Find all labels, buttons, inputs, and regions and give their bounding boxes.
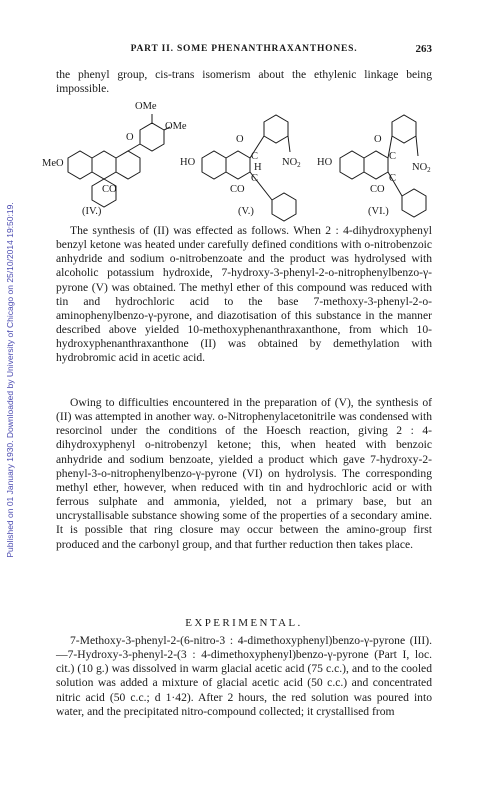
page-number: 263 [415, 43, 432, 55]
v-co: CO [230, 184, 245, 195]
iv-meo: MeO [42, 158, 64, 169]
iv-o: O [126, 132, 134, 143]
header-title: PART II. SOME PHENANTHRAXANTHONES. [130, 44, 358, 54]
iv-label: (IV.) [82, 206, 102, 217]
vi-c1: C [389, 151, 397, 162]
vi-o: O [374, 134, 382, 145]
v-o: O [236, 134, 244, 145]
paragraph-intro-text: the phenyl group, cis-trans isomerism about the ethylenic linkage being impossible. [56, 68, 432, 96]
vi-ho: HO [317, 157, 333, 168]
paragraph-synthesis-text: The synthesis of (II) was effected as follows. When 2 : 4-dihydroxyphenyl benzyl ketone was heated under carefully defined conditions with o-nitrobenzoic anhydride and sodium o-nitrobenzoate and the product was hydrolysed with alcoholic potassium hydroxide, 7-hydroxy-3-phenyl-2-o-nitrophenylbenzo-γ-pyrone (V) was obtained. The methyl ether of this compound was reduced with tin and hydrochloric acid to the base 7-methoxy-3-phenyl-2-o-aminophenylbenzo-γ-pyrone, and diazotisation of this substance in the manner described above yielded 10-methoxyphenanthraxanthone, from which 10-hydroxyphenanthraxanthone (II) was obtained by demethylation with hydrobromic acid in acetic acid. [56, 224, 432, 365]
v-label: (V.) [238, 206, 254, 217]
v-no2: $NO_2$ [282, 157, 301, 169]
v-c1: C [251, 151, 259, 162]
paragraph-experimental [56, 634, 432, 719]
v-c2: C [251, 173, 259, 184]
experimental-heading: EXPERIMENTAL. [185, 617, 303, 629]
v-h: H [254, 162, 262, 173]
download-watermark [2, 80, 18, 680]
iv-ome-top: OMe [135, 101, 157, 112]
vi-co: CO [370, 184, 385, 195]
vi-no2: $NO_2$ [412, 162, 431, 174]
paragraph-synthesis [56, 224, 432, 366]
structure-iv-rings [68, 114, 170, 207]
paragraph-intro [56, 68, 432, 96]
paragraph-experimental-text: 7-Methoxy-3-phenyl-2-(6-nitro-3 : 4-dimethoxyphenyl)benzo-γ-pyrone (III).—7-Hydroxy-3-phenyl-2-(3 : 4-dimethoxyphenyl)benzo-γ-pyrone (Part I, loc. cit.) (10 g.) was dissolved in warm glacial acetic acid (75 c.c.), and to the cooled solution was added a mixture of glacial acetic acid (50 c.c.) and concentrated nitric acid (50 c.c.; d 1·42). After 2 hours, the red solution was poured into water, and the precipitated nitro-compound collected; it crystallised from [56, 634, 432, 718]
structure-figures [40, 100, 440, 222]
download-note: Published on 01 January 1930. Downloaded by University of Chicago on 25/10/2014 19:50:19. [5, 202, 15, 558]
iv-co: CO [102, 184, 117, 195]
paragraph-alternative-text: Owing to difficulties encountered in the preparation of (V), the synthesis of (II) was attempted in another way. o-Nitrophenylacetonitrile was condensed with resorcinol under the conditions of the Hoesch reaction, giving 2 : 4-dihydroxyphenyl o-nitrobenzyl ketone; this, when heated with benzoic anhydride and sodium benzoate, yielded a product which gave 7-hydroxy-2-phenyl-3-o-nitrophenylbenzo-γ-pyrone (VI) on hydrolysis. The corresponding methyl ether, however, when reduced with tin and hydrochloric acid or with ferrous sulphate and ammonia, yielded, not a primary base, but an uncrystallisable substance showing some of the properties of a secondary amine. It is possible that ring closure may occur between the amino-group first produced and the carbonyl group, and that further reduction then takes place. [56, 396, 432, 551]
running-header [56, 44, 432, 58]
v-ho: HO [180, 157, 196, 168]
iv-ome-side: OMe [165, 121, 187, 132]
structure-drawings [40, 100, 440, 222]
vi-c2: C [389, 173, 397, 184]
vi-label: (VI.) [368, 206, 389, 217]
paragraph-alternative [56, 396, 432, 552]
